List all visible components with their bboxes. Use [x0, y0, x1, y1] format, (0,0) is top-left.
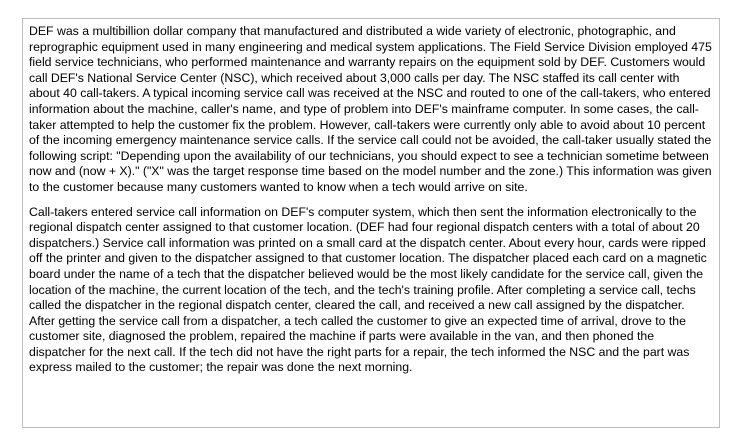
passage-paragraph-1: DEF was a multibillion dollar company that manufactured and distributed a wide variety of electronic, photographic, and reprographic equipment used in many engineering and medical system applications. The Field Service Division employed 475 field service technicians, who performed maintenance and warranty repairs on the equipment sold by DEF. Customers would call DEF's National Service Center (NSC), which received about 3,000 calls per day. The NSC staffed its call center with about 40 call-takers. A typical incoming service call was received at the NSC and routed to one of the call-takers, who entered information about the machine, caller's name, and type of problem into DEF's mainframe computer. In some cases, the call-taker attempted to help the customer fix the problem. However, call-takers were currently only able to avoid about 10 percent of the incoming emergency maintenance service calls. If the service call could not be avoided, the call-taker usually stated the following script: "Depending upon the availability of our technicians, you should expect to see a technician sometime between now and (now + X)." ("X" was the target response time based on the model number and the zone.) This information was given to the customer because many customers wanted to know when a tech would arrive on site. [29, 24, 712, 194]
passage-paragraph-2: Call-takers entered service call information on DEF's computer system, which then sent the information electronically to the regional dispatch center assigned to that customer location. (DEF had four regional dispatch centers with a total of about 20 dispatchers.) Service call information was printed on a small card at the dispatch center. About every hour, cards were ripped off the printer and given to the dispatcher assigned to that customer location. The dispatcher placed each card on a magnetic board under the name of a tech that the dispatcher believed would be the most likely candidate for the service call, given the location of the machine, the current location of the tech, and the tech's training profile. After completing a service call, techs called the dispatcher in the regional dispatch center, cleared the call, and received a new call assigned by the dispatcher. After getting the service call from a dispatcher, a tech called the customer to give an expected time of arrival, drove to the customer site, diagnosed the problem, repaired the machine if parts were available in the van, and then phoned the dispatcher for the next call. If the tech did not have the right parts for a repair, the tech informed the NSC and the part was express mailed to the customer; the repair was done the next morning. [29, 204, 707, 375]
passage-panel [22, 18, 720, 428]
